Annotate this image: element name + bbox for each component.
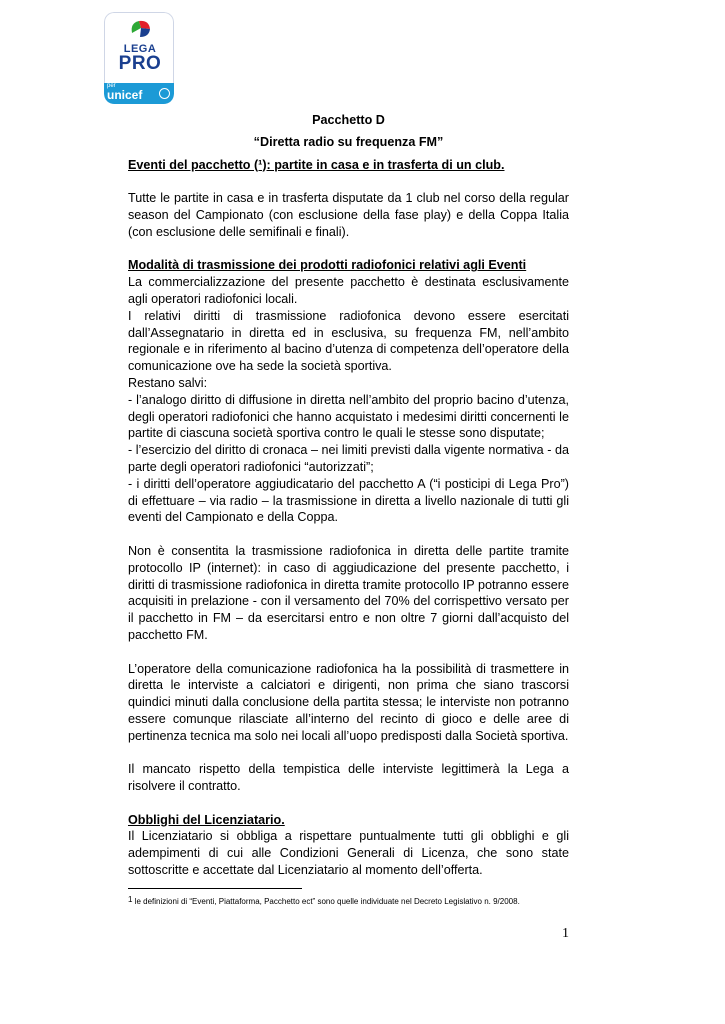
page-number: 1 xyxy=(562,926,569,941)
modalita-paragraph-1: La commercializzazione del presente pacchetto è destinata esclusivamente agli operatori radiofonici locali. xyxy=(128,275,569,306)
bullet-item-1: - l’analogo diritto di diffusione in diretta nell’ambito del proprio bacino d’utenza, degli operatori radiofonici che hanno acquistato i medesimi diritti concernenti le partite di ciascuna società sportiva contro le quali le stesse sono disputate; xyxy=(128,392,569,441)
obblighi-heading: Obblighi del Licenziatario. xyxy=(128,812,285,827)
document-body xyxy=(128,112,569,879)
events-heading: Eventi del pacchetto (¹): partite in casa e in trasferta di un club. xyxy=(128,157,505,172)
restano-salvi-text: Restano salvi: xyxy=(128,375,208,390)
bullet-item-2: - l’esercizio del diritto di cronaca – nei limiti previsti dalla vigente normativa - da parte degli operatori radiofonici “autorizzati”; xyxy=(128,443,569,474)
ip-paragraph: Non è consentita la trasmissione radiofonica in diretta delle partite tramite protocollo IP (internet): in caso di aggiudicazione del presente pacchetto, i diritti di trasmissione radiofonica in diretta tramite protocollo IP potranno essere acquisiti in prelazione - con il versamento del 70% del corrispettivo versato per il pacchetto in FM – da esercitarsi entro e non oltre 7 giorni dall’acquisto del pacchetto FM. xyxy=(128,543,569,642)
logo-pro-text: PRO xyxy=(118,53,162,74)
modalita-paragraph-2: I relativi diritti di trasmissione radiofonica devono essere esercitati dall’Assegnatario in diretta ed in esclusiva, su frequenza FM, nell’ambito regionale e in riferimento al bacino d’utenza di competenza dell’operatore della comunicazione ove ha sede la società sportiva. xyxy=(128,308,569,374)
footnote xyxy=(128,897,520,907)
footnote-divider xyxy=(128,888,302,889)
footnote-text: le definizioni di “Eventi, Piattaforma, Pacchetto ect” sono quelle individuate nel Decreto Legislativo n. 9/2008. xyxy=(134,897,520,906)
modalita-heading: Modalità di trasmissione dei prodotti radiofonici relativi agli Eventi xyxy=(128,258,527,273)
interviste-paragraph: L’operatore della comunicazione radiofonica ha la possibilità di trasmettere in diretta le interviste a calciatori e dirigenti, non prima che siano trascorsi quindici minuti dalla conclusione della partita stessa; le interviste non potranno essere comunque rilasciate all’interno del recinto di gioco e delle aree di pertinenza tecnica ma solo nei locali all’uopo predisposti dalla Società sportiva. xyxy=(128,661,569,743)
document-subtitle: “Diretta radio su frequenza FM” xyxy=(253,134,444,149)
document-title: Pacchetto D xyxy=(312,113,385,127)
logo-lega-text: LEGA xyxy=(123,43,157,55)
mancato-paragraph: Il mancato rispetto della tempistica delle interviste legittimerà la Lega a risolvere il contratto. xyxy=(128,762,569,794)
globe-icon xyxy=(159,88,170,99)
events-text: Tutte le partite in casa e in trasferta disputate da 1 club nel corso della regular season del Campionato (con esclusione della fase play) e della Coppa Italia (con esclusione delle semifinali e finali). xyxy=(128,191,569,239)
logo-unicef-text: unicef xyxy=(107,88,143,102)
footnote-mark: 1 xyxy=(128,895,133,904)
logo-unicef-band xyxy=(104,83,174,104)
obblighi-text: Il Licenziatario si obbliga a rispettare puntualmente tutti gli obblighi e gli adempimenti di cui alle Condizioni Generali di Licenza, che sono state sottoscritte e accettate dal Licenziatario al momento dell’offerta. xyxy=(128,829,569,878)
lega-pro-unicef-logo xyxy=(104,12,174,104)
ball-icon xyxy=(127,17,153,39)
logo-top-panel xyxy=(104,12,174,83)
logo-per-text: per xyxy=(107,83,116,89)
bullet-item-3: - i diritti dell’operatore aggiudicatario del pacchetto A (“i posticipi di Lega Pro”) di effettuare – via radio – la trasmissione in diretta a livello nazionale di tutti gli eventi del Campionato e della Coppa. xyxy=(128,476,569,525)
